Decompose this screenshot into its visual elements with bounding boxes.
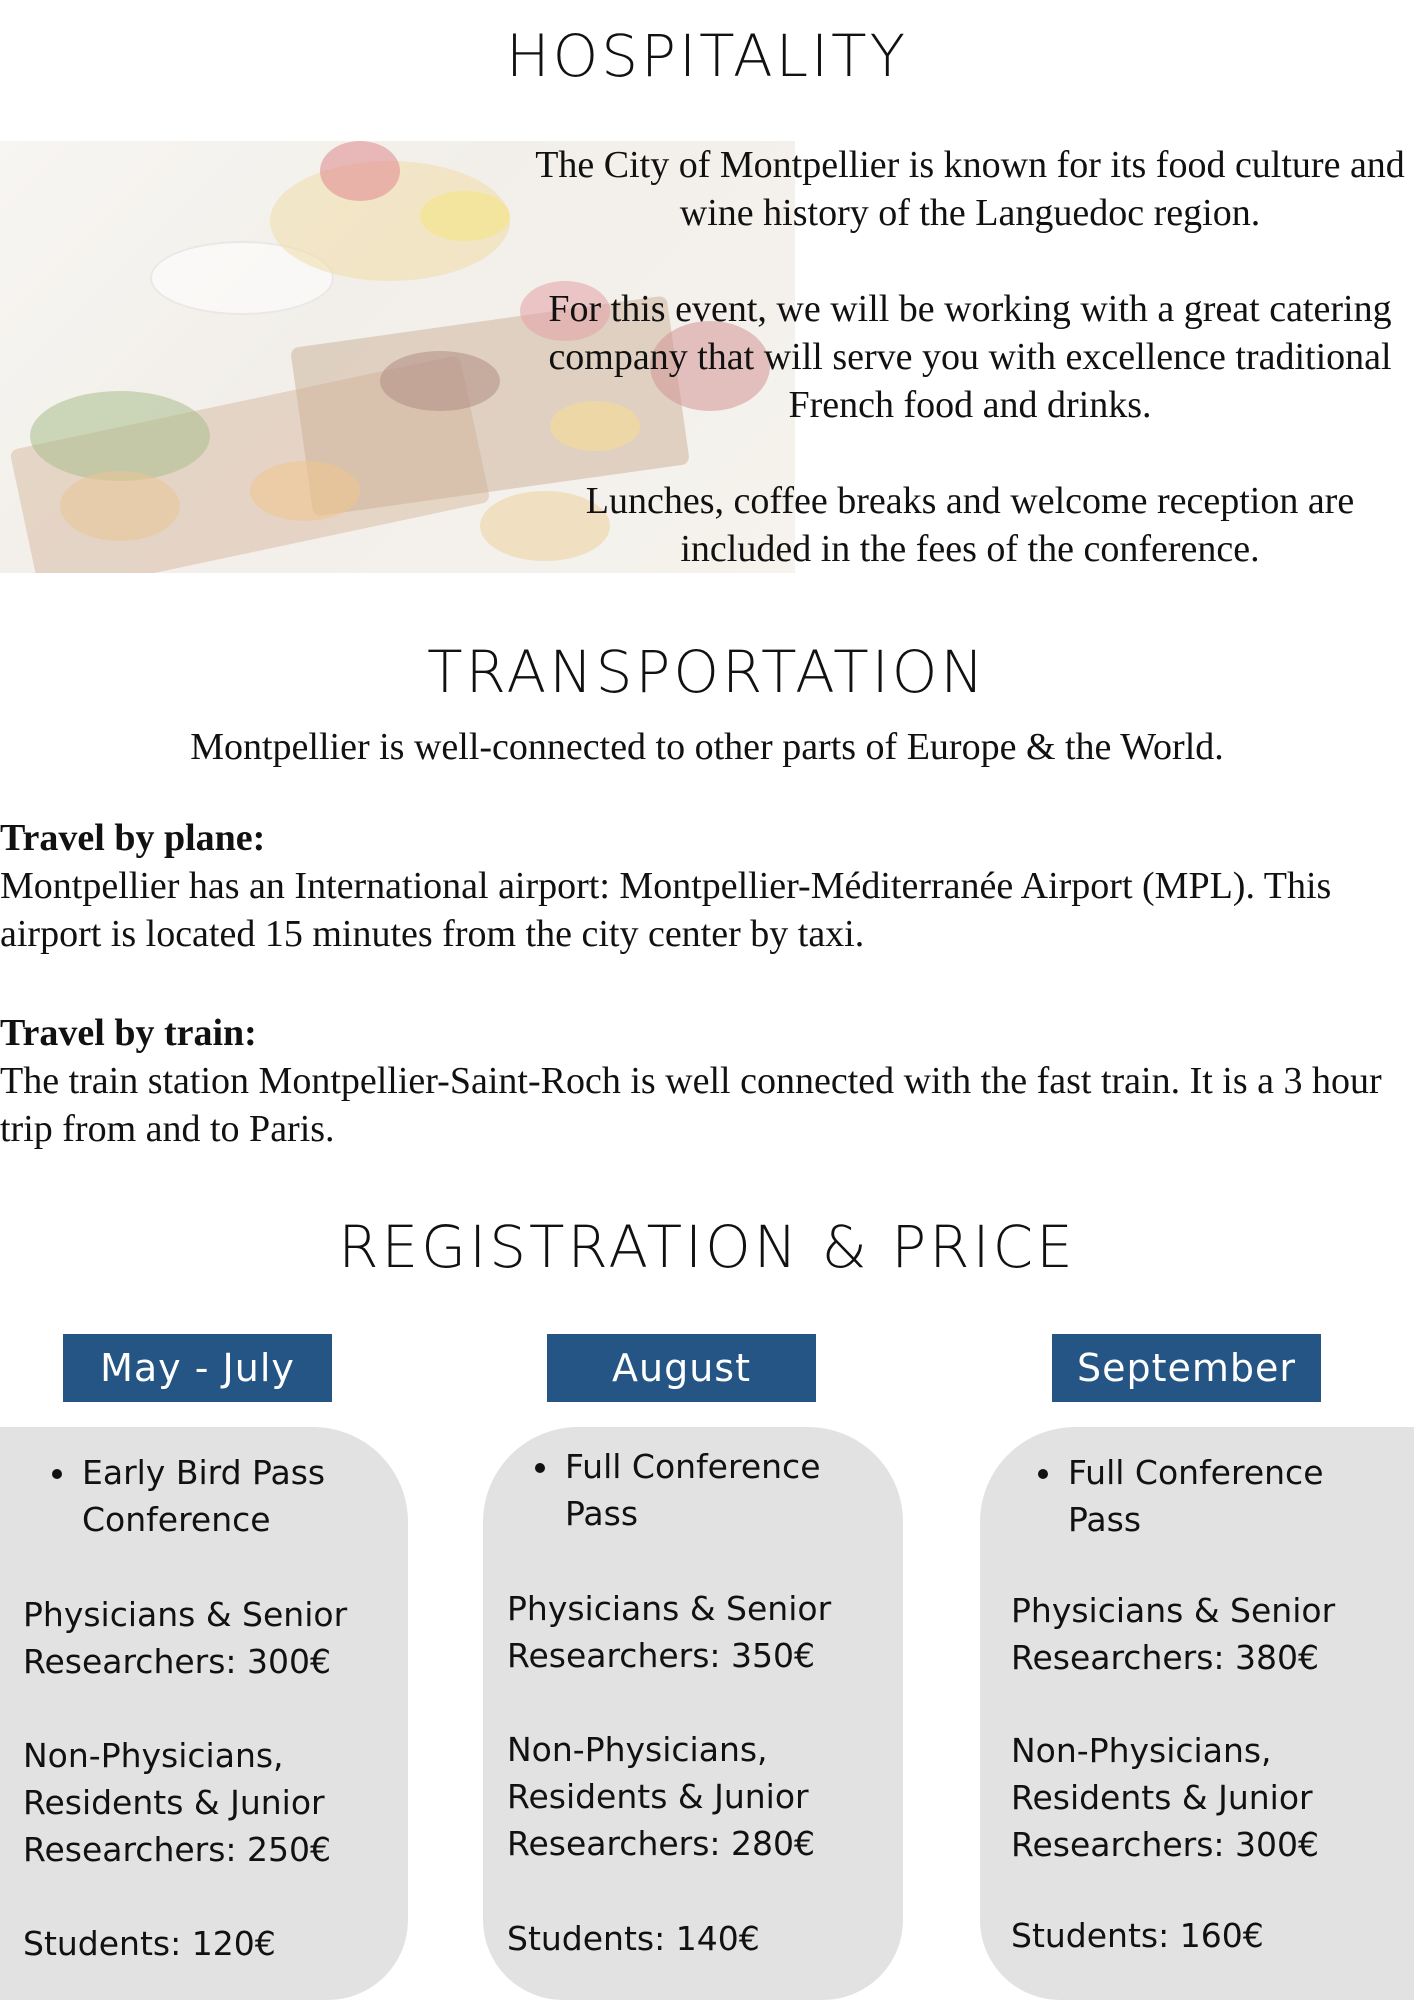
transportation-heading: TRANSPORTATION [427,638,987,706]
price-non-physicians: Non-Physicians, Residents & Junior Researchers: 300€ [1011,1731,1320,1864]
period-badge-may-july: May - July [63,1334,332,1402]
travel-by-train-title: Travel by train: [0,1012,257,1054]
travel-by-plane-text: Montpellier has an International airport: Montpellier-Méditerranée Airport (MPL). This airport is located 15 minutes from the city center by taxi. [0,865,1332,955]
price-physicians: Physicians & Senior Researchers: 380€ [1011,1591,1336,1677]
price-students: Students: 160€ [1011,1916,1264,1955]
price-card-august [483,1427,903,2000]
hospitality-paragraph: The City of Montpellier is known for its food culture and wine history of the Languedoc region. [535,144,1405,234]
pass-type: Early Bird Pass Conference [50,1449,412,1543]
travel-by-train-section [0,1009,1414,1153]
hospitality-paragraph: Lunches, coffee breaks and welcome reception are included in the fees of the conference. [585,480,1355,570]
transportation-intro: Montpellier is well-connected to other parts of Europe & the World. [190,726,1224,768]
travel-by-plane-section [0,814,1414,958]
period-badge-september: September [1052,1334,1321,1402]
hospitality-paragraph: For this event, we will be working with a great catering company that will serve you with excellence traditional French food and drinks. [548,288,1392,426]
price-physicians: Physicians & Senior Researchers: 350€ [507,1589,832,1675]
period-badge-august: August [547,1334,816,1402]
travel-by-plane-title: Travel by plane: [0,817,266,859]
pass-type: Full Conference Pass [1036,1449,1398,1543]
hospitality-heading: HOSPITALITY [505,22,909,90]
pass-type: Full Conference Pass [533,1443,895,1537]
registration-heading: REGISTRATION & PRICE [338,1213,1076,1281]
price-physicians: Physicians & Senior Researchers: 300€ [23,1595,348,1681]
price-non-physicians: Non-Physicians, Residents & Junior Researchers: 250€ [23,1736,332,1869]
travel-by-train-text: The train station Montpellier-Saint-Roch is well connected with the fast train. It is a 3 hour trip from and to Paris. [0,1060,1382,1150]
price-students: Students: 120€ [23,1924,276,1963]
price-students: Students: 140€ [507,1919,760,1958]
price-card-september [980,1427,1414,2000]
price-card-may-july [0,1427,408,2000]
price-non-physicians: Non-Physicians, Residents & Junior Researchers: 280€ [507,1730,816,1863]
hospitality-text [520,141,1414,621]
